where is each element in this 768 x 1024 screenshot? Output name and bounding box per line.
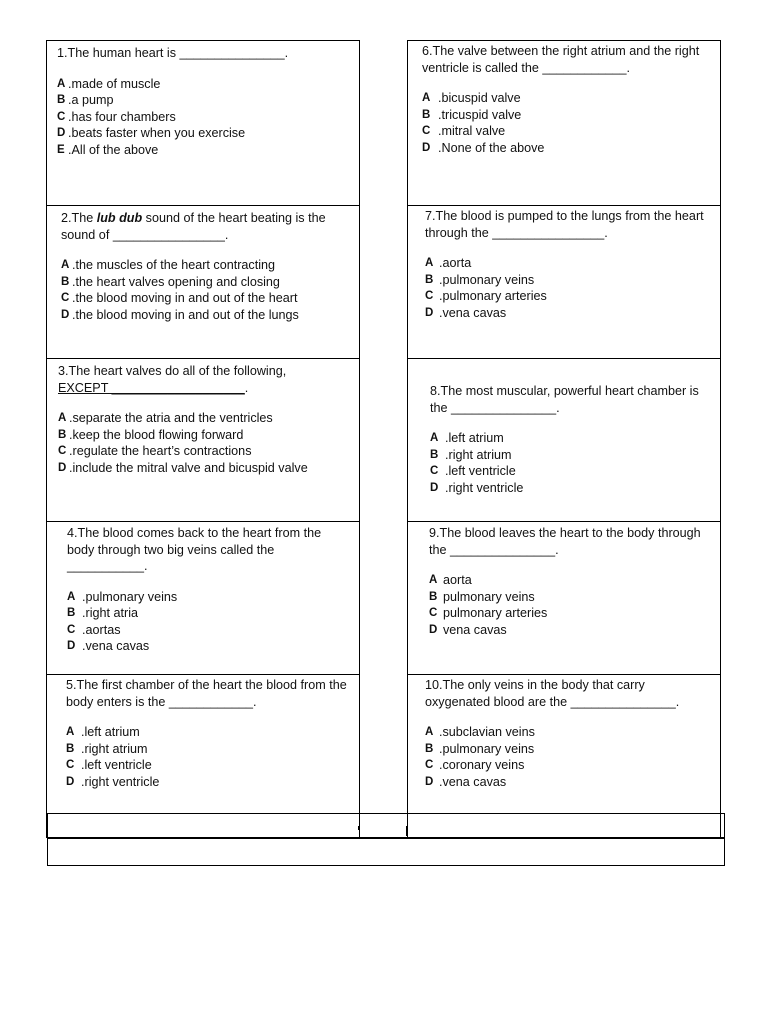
- question-7-box: [407, 205, 721, 359]
- option-5a: A .left atrium: [66, 725, 140, 739]
- option-7c: C .pulmonary arteries: [425, 289, 547, 303]
- option-1d: D .beats faster when you exercise: [57, 126, 246, 140]
- question-6-box: [407, 40, 721, 206]
- question-3-box: [46, 358, 360, 522]
- question-10-options: [425, 724, 712, 790]
- option-4d: D .vena cavas: [67, 639, 150, 653]
- option-1a: A .made of muscle: [57, 76, 161, 91]
- question-7-stem: 7.The blood is pumped to the lungs from the heart through the ________________.: [425, 209, 704, 240]
- question-2-options: [61, 257, 351, 323]
- question-10-stem: 10.The only veins in the body that carry oxygenated blood are the _______________.: [425, 678, 680, 709]
- question-9-stem: 9.The blood leaves the heart to the body through the _______________.: [429, 526, 701, 557]
- question-1-box: [46, 40, 360, 206]
- question-9-box: [407, 521, 721, 675]
- question-3-options: [58, 410, 351, 476]
- option-8a: A .left atrium: [430, 431, 504, 445]
- option-1e: E .All of the above: [57, 142, 159, 157]
- question-1-stem: 1.The human heart is _______________.: [57, 46, 289, 60]
- option-2d: D .the blood moving in and out of the lungs: [61, 307, 299, 322]
- option-9b: B pulmonary veins: [429, 589, 535, 604]
- option-3c: C .regulate the heart’s contractions: [58, 444, 252, 458]
- option-2b: B .the heart valves opening and closing: [61, 274, 280, 289]
- option-8c: C .left ventricle: [430, 464, 516, 478]
- option-10a: A .subclavian veins: [425, 725, 535, 739]
- option-7d: D .vena cavas: [425, 305, 507, 320]
- option-5b: B .right atrium: [66, 741, 148, 756]
- bottom-frame-lower: [47, 838, 725, 866]
- option-9d: D vena cavas: [429, 622, 507, 637]
- question-6-options: [422, 90, 712, 156]
- option-3a: A .separate the atria and the ventricles: [58, 411, 273, 425]
- question-4-options: [67, 589, 351, 655]
- question-8-stem: 8.The most muscular, powerful heart chamber is the _______________.: [430, 384, 699, 415]
- option-3b: B .keep the blood flowing forward: [58, 427, 244, 442]
- option-6a: A .bicuspid valve: [422, 91, 521, 105]
- option-1b: B .a pump: [57, 93, 114, 107]
- option-6d: D .None of the above: [422, 140, 545, 155]
- tick-mark-right: [406, 826, 408, 836]
- tick-mark-left: [358, 826, 360, 830]
- option-6b: B .tricuspid valve: [422, 107, 522, 122]
- question-1-options: [57, 76, 351, 159]
- question-6-stem: 6.The valve between the right atrium and the right ventricle is called the ____________.: [422, 44, 700, 75]
- option-7a: A .aorta: [425, 256, 472, 270]
- option-8d: D .right ventricle: [430, 480, 524, 495]
- option-3d: D .include the mitral valve and bicuspid valve: [58, 460, 308, 475]
- question-3-stem: 3.The heart valves do all of the following, EXCEPT ___________________.: [58, 364, 287, 395]
- option-5d: D .right ventricle: [66, 774, 160, 789]
- option-4b: B .right atria: [67, 606, 138, 620]
- option-4a: A .pulmonary veins: [67, 589, 178, 604]
- question-2-box: [46, 205, 360, 359]
- question-2-stem: 2.The lub dub sound of the heart beating is the sound of ________________.: [61, 211, 326, 242]
- lub-dub-emphasis: lub dub: [96, 211, 143, 225]
- option-7b: B .pulmonary veins: [425, 272, 535, 287]
- except-underline: EXCEPT ___________________: [58, 380, 245, 395]
- question-8-box: [407, 358, 721, 522]
- question-9-options: [429, 572, 712, 638]
- question-5-stem: 5.The first chamber of the heart the blood from the body enters is the ____________.: [66, 678, 347, 709]
- option-9c: C pulmonary arteries: [429, 606, 548, 620]
- option-9a: A aorta: [429, 573, 472, 587]
- question-8-options: [430, 430, 712, 496]
- question-5-options: [66, 724, 351, 790]
- question-4-stem: 4.The blood comes back to the heart from the body through two big veins called the ___________.: [67, 526, 322, 573]
- option-5c: C .left ventricle: [66, 758, 152, 772]
- option-10b: B .pulmonary veins: [425, 741, 535, 756]
- option-4c: C .aortas: [67, 622, 121, 637]
- option-8b: B .right atrium: [430, 447, 512, 462]
- option-10d: D .vena cavas: [425, 774, 507, 789]
- question-4-box: [46, 521, 360, 675]
- question-7-options: [425, 255, 712, 321]
- bottom-frame-upper: [47, 813, 725, 838]
- option-1c: C .has four chambers: [57, 109, 176, 124]
- option-10c: C .coronary veins: [425, 758, 525, 772]
- option-6c: C .mitral valve: [422, 124, 506, 138]
- option-2a: A .the muscles of the heart contracting: [61, 258, 276, 272]
- option-2c: C .the blood moving in and out of the heart: [61, 291, 298, 305]
